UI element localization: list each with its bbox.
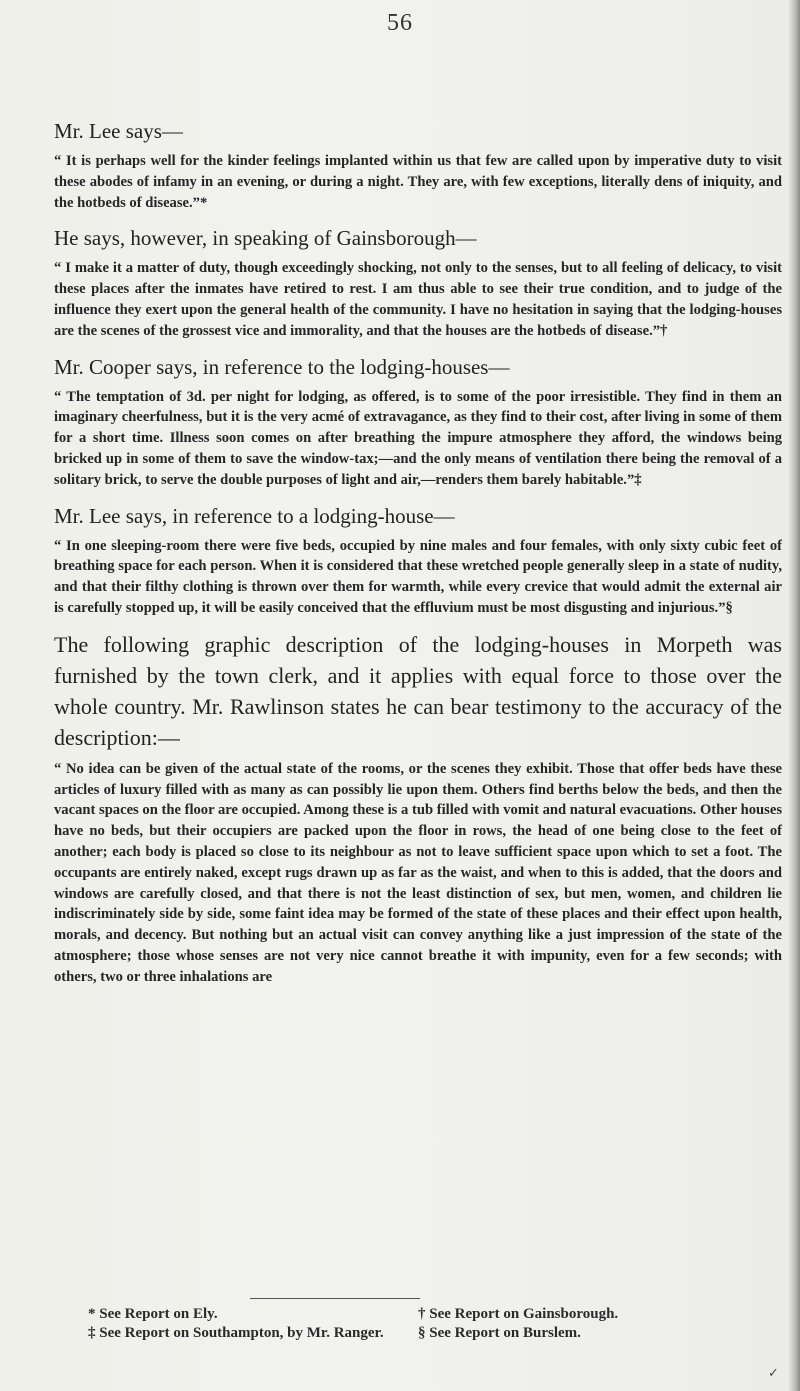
quote-5: “ No idea can be given of the actual state of the rooms, or the scenes they exhibit. Those that offer beds have these articles of luxury filled with as many as can possibly lie upon them. Others find berths below the beds, and then the vacant spaces on the floor are occupied. Among these is a tub filled with vomit and natural evacuations. Other houses have no beds, but their occupiers are packed upon the floor in rows, the head of one being close to the feet of another; each body is placed so close to its neighbour as not to leave sufficient space upon which to set a foot. The occupants are entirely naked, except rugs drawn up as far as the waist, and when to this is added, that the doors and windows are carefully closed, and that there is not the least distinction of sex, but men, women, and children lie indiscriminately side by side, some faint idea may be formed of the state of these places and their effect upon health, morals, and decency. But nothing but an actual visit can convey anything like a just impression of the state of the atmosphere; those whose senses are not very nice cannot breathe it with impunity, even for a few seconds; with others, two or three inhalations are [54, 760, 782, 985]
footnote-ely: * See Report on Ely. [88, 1306, 218, 1322]
footnote-southampton: ‡ See Report on Southampton, by Mr. Ranger. [88, 1325, 384, 1341]
section-heading-5: The following graphic description of the lodging-houses in Morpeth was furnished by the town clerk, and it applies with equal force to those over the whole country. Mr. Rawlinson states he can bear testimony to the accuracy of the description:— [54, 631, 782, 750]
page-number: 56 [387, 10, 413, 36]
footnote-gainsborough: † See Report on Gainsborough. [418, 1306, 619, 1322]
section-heading-2: He says, however, in speaking of Gainsborough— [54, 226, 477, 251]
page-content [54, 116, 782, 1000]
section-heading-4: Mr. Lee says, in reference to a lodging-house— [54, 503, 455, 528]
footnotes [88, 1305, 778, 1343]
quote-4: “ In one sleeping-room there were five beds, occupied by nine males and four females, with only sixty cubic feet of breathing space for each person. When it is considered that these wretched people generally sleep in a state of nudity, and that their filthy clothing is thrown over them for warmth, while every crevice that would admit the external air is carefully stopped up, it will be easily conceived that the effluvium must be most disgusting and injurious.”§ [54, 537, 782, 616]
quote-1: “ It is perhaps well for the kinder feelings implanted within us that few are called upon by imperative duty to visit these abodes of infamy in an evening, or during a night. They are, with few exceptions, literally dens of iniquity, and the hotbeds of disease.”* [54, 153, 782, 211]
quote-2: “ I make it a matter of duty, though exceedingly shocking, not only to the senses, but to all feeling of delicacy, to visit these places after the inmates have retired to rest. I am thus able to see their true condition, and to judge of the influence they exert upon the general health of the community. I have no hesitation in saying that the lodging-houses are the scenes of the grossest vice and immorality, and that the houses are the hotbeds of disease.”† [54, 260, 782, 339]
footnote-row-1 [88, 1305, 778, 1324]
footnote-separator [250, 1298, 420, 1299]
footnote-row-2 [88, 1324, 778, 1343]
section-heading-3: Mr. Cooper says, in reference to the lodging-houses— [54, 354, 510, 379]
section-heading-1: Mr. Lee says— [54, 119, 183, 143]
page-edge-shadow [788, 0, 800, 1391]
check-mark-icon: ✓ [768, 1365, 779, 1380]
quote-3: “ The temptation of 3d. per night for lodging, as offered, is to some of the poor irresistible. They find in them an imaginary cheerfulness, but it is the very acmé of extravagance, as they find to their cost, after living in some of them for a short time. Illness soon comes on after breathing the impure atmosphere they afford, the windows being bricked up in some of them to save the window-tax;—and the only means of ventilation there being the removal of a solitary brick, to serve the double purposes of light and air,—renders them barely habitable.”‡ [54, 388, 782, 488]
footnote-burslem: § See Report on Burslem. [418, 1325, 581, 1341]
